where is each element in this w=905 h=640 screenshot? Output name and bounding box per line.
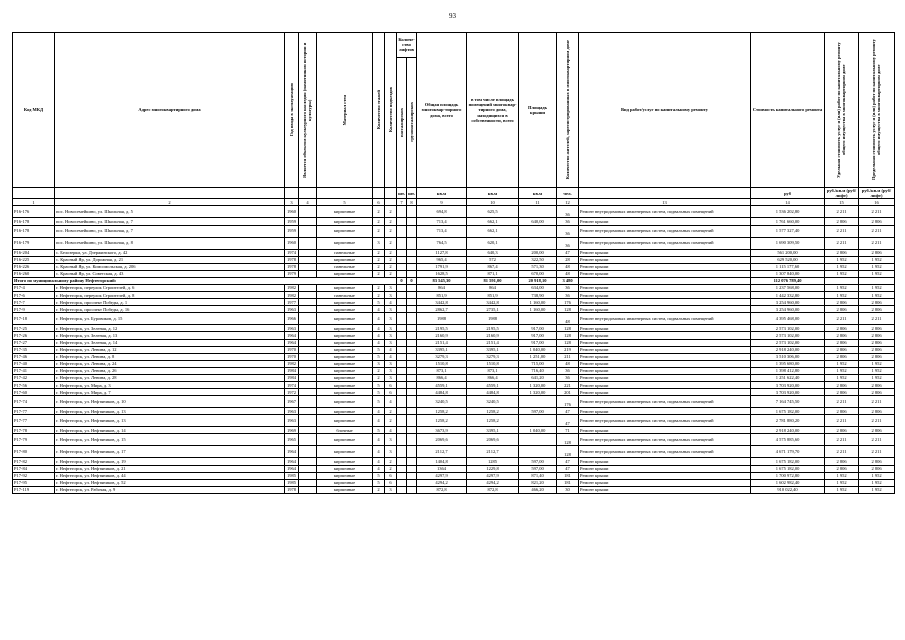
header-entrances: Количество подъездов — [385, 33, 397, 188]
header-address: Адрес многоквартирного дома — [55, 33, 285, 188]
table-row: Р17-40 г. Нефтегорск, ул. Ленина, д. 24 1982 кирпичные 3 3 1510,8 1510,8 715,00 48 Ремонт крыши 1 395 680,00 1 952 1 952 — [13, 360, 895, 367]
table-row: Р16-226 с. Красный Яр, ул. Комсомольская, д. 206 1978 панельные 2 2 1791,9 867,4 571,30 48 Ремонт крыши 1 115 177,60 1 952 1 952 — [13, 263, 895, 270]
header-unit-cost: Удельная стоимость услуг и (или) работ по капитальному ремонту общего имущества в многоквартирном доме — [825, 33, 859, 188]
table-row: Р16-179 пос. Новосемейкино, ул. Школьная, д. 8 1960 кирпичные 3 2 764,5 620,1 36 Ремонт внутридомовых инженерных систем, подвальных помещений 1 690 309,50 2 211 2 211 — [13, 237, 895, 249]
table-row: Р17-74 г. Нефтегорск, ул. Нефтяников, д. 10 1967 кирпичные 5 4 3240,5 3240,5 176 Ремонт внутридомовых инженерных систем, подвальных помещений 7 164 745,50 2 211 2 211 — [13, 396, 895, 408]
table-row: Р17-42 г. Нефтегорск, ул. Ленина, д. 28 1984 кирпичные 2 3 866,4 866,4 641,20 36 Ремонт крыши 1 251 622,40 1 952 1 952 — [13, 375, 895, 382]
table-row: Р17-119 г. Нефтегорск, ул. Рабочая, д. 9 1978 кирпичные 2 3 872,8 872,8 466,20 30 Ремонт крыши 910 022,40 1 952 1 952 — [13, 486, 895, 493]
table-row: Р17-60 г. Нефтегорск, ул. Мира, д. 7 1972 кирпичные 5 6 4484,8 4484,8 1 320,00 201 Ремонт крыши 3 703 920,00 2 806 2 806 — [13, 389, 895, 396]
table-row: Р17-77 г. Нефтегорск, ул. Нефтяников, д. 13 1963 кирпичные 4 2 1258,2 1258,2 597,00 47 Ремонт крыши 1 675 182,00 2 806 2 806 — [13, 408, 895, 415]
table-row: Р17-78 г. Нефтегорск, ул. Нефтяников, д. 14 1969 блочные 5 4 3673,9 3395,1 1 040,00 71 Ремонт крыши 2 918 240,00 2 806 2 806 — [13, 427, 895, 434]
header-lifts-cargo: грузопассажирских — [407, 57, 417, 187]
header-max-cost: Предельная стоимость услуг и (или) работ по капитальному ремонту общего имущества в многоквартирном доме — [859, 33, 895, 188]
table-row: Р17-41 г. Нефтегорск, ул. Ленина, д. 26 1984 кирпичные 2 3 873,1 873,1 716,40 36 Ремонт крыши 1 398 412,80 1 952 1 952 — [13, 367, 895, 374]
header-kod: Код МКД — [13, 33, 55, 188]
column-numbers-row: 1 2 3 4 5 6 7 8 9 10 11 12 13 14 15 16 — [13, 199, 895, 206]
table-row: Р16-225 с. Красный Яр, ул. Дорожная, д. 21 1978 кирпичные 2 2 965,4 572 322,50 28 Ремонт крыши 629 520,00 1 952 1 952 — [13, 256, 895, 263]
table-row: Р17-56 г. Нефтегорск, ул. Мира, д. 3 1974 кирпичные 5 6 4559,1 4559,1 1 320,00 221 Ремонт крыши 3 703 920,00 2 806 2 806 — [13, 382, 895, 389]
header-walls: Материал стен — [317, 33, 373, 188]
table-row: Р16-204 с. Белозерки, ул. Дзержинского, д. 42 1974 панельные 2 2 1127,8 640,3 200,00 47 Ремонт крыши 561 200,00 2 806 2 806 — [13, 249, 895, 256]
table-row: Р16-178 пос. Новосемейкино, ул. Школьная, д. 7 1959 кирпичные 2 2 713,4 662,1 36 Ремонт внутридомовых инженерных систем, подвальных помещений 1 577 327,40 2 211 2 211 — [13, 225, 895, 237]
table-row: Р17-25 г. Нефтегорск, ул. Зеленая, д. 12 1963 кирпичные 4 3 2195,5 2195,5 917,00 128 Ремонт крыши 2 573 102,00 2 806 2 806 — [13, 325, 895, 332]
table-header — [13, 33, 895, 206]
table-body — [13, 206, 895, 494]
header-roof-area: Площадь крыши — [519, 33, 557, 188]
header-cost: Стоимость капитального ремонта — [751, 33, 825, 188]
table-row: Р17-92 г. Нефтегорск, ул. Нефтяников, д. 44 1985 кирпичные 5 6 4297,9 4297,9 871,40 181 Ремонт крыши 1 700 972,80 1 952 1 952 — [13, 472, 895, 479]
header-heritage: Является объектом культурного наследия (памятником истории и культуры) — [299, 33, 317, 188]
header-floors: Количество этажей — [373, 33, 385, 188]
header-area-own: в том числе площадь помещений многоквар-тирного дома, находящихся в собственности, всего — [467, 33, 519, 188]
header-work-type: Вид работ/услуг по капитальному ремонту — [579, 33, 751, 188]
table-row: Р17-27 г. Нефтегорск, ул. Зеленая, д. 14 1964 кирпичные 4 3 2151,4 2151,4 917,00 128 Ремонт крыши 2 573 102,00 2 806 2 806 — [13, 339, 895, 346]
table-row: Р17-6 г. Нефтегорск, переулок Строителей, д. 8 1982 панельные 2 3 851,9 851,9 738,90 36 Ремонт крыши 1 442 332,80 1 952 1 952 — [13, 292, 895, 299]
capital-repair-table — [12, 32, 895, 494]
table-row: Р17-4 г. Нефтегорск, переулок Строителей, д. 6 1982 кирпичные 2 3 864 864 634,00 36 Ремонт крыши 1 237 568,00 1 952 1 952 — [13, 284, 895, 291]
units-row: шт. шт. кв.м кв.м кв.м чел. руб руб./кв.м (руб/лифт) руб./кв.м (руб/лифт) — [13, 188, 895, 199]
page-number: 93 — [449, 12, 456, 20]
table-row: Р16-260 с. Красный Яр, ул. Советская, д. 43 1979 кирпичные 2 2 1628,5 871,1 670,00 48 Ремонт крыши 1 307 840,00 1 952 1 952 — [13, 270, 895, 277]
header-residents: Количество жителей, зарегистрированных в многоквартирном доме — [557, 33, 579, 188]
total-row: Итого по муниципальному району Нефтегорский: 0 0 83 545,30 81 591,00 20 918,10 3 480 112 076 789,40 — [13, 277, 895, 284]
table-row: Р17-84 г. Нефтегорск, ул. Нефтяников, д. 21 1964 кирпичные 4 2 1364 1229,8 597,00 47 Ремонт крыши 1 675 182,00 2 806 2 806 — [13, 465, 895, 472]
table-row: Р16-178 пос. Новосемейкино, ул. Школьная, д. 7 1959 кирпичные 2 2 713,4 662,1 640,00 36 Ремонт крыши 1 761 660,00 2 806 2 806 — [13, 218, 895, 225]
table-row: Р17-35 г. Нефтегорск, ул. Ленина, д. 12 1970 кирпичные 5 4 3395,1 3395,1 1 040,00 219 Ремонт крыши 2 918 240,00 2 806 2 806 — [13, 346, 895, 353]
header-lifts-pass: пассажирских — [397, 57, 407, 187]
table-row: Р17-79 г. Нефтегорск, ул. Нефтяников, д. 15 1965 кирпичные 4 3 2069,6 2069,6 128 Ремонт внутридомовых инженерных систем, подвальных помещений 4 575 885,60 2 211 2 211 — [13, 434, 895, 446]
header-area-total: Общая площадь многоквар-тирного дома, всего — [417, 33, 467, 188]
table-row: Р17-26 г. Нефтегорск, ул. Зеленая, д. 13 1964 кирпичные 4 3 2160,9 2160,9 917,00 128 Ремонт крыши 2 573 102,00 2 806 2 806 — [13, 332, 895, 339]
table-row: Р17-82 г. Нефтегорск, ул. Нефтяников, д. 19 1964 кирпичные 4 2 1404,8 1285 597,00 47 Ремонт крыши 1 675 182,00 2 806 2 806 — [13, 458, 895, 465]
table-row: Р16-176 пос. Новосемейкино, ул. Школьная, д. 5 1960 кирпичные 2 2 694,8 625,5 36 Ремонт внутридомовых инженерных систем, подвальных помещений 1 536 202,80 2 211 2 211 — [13, 206, 895, 218]
table-row: Р17-7 г. Нефтегорск, проспект Победы, д. 1 1977 кирпичные 5 4 3442,8 3442,8 1 160,00 176 Ремонт крыши 3 254 960,00 2 806 2 806 — [13, 299, 895, 306]
table-row: Р17-46 г. Нефтегорск, ул. Ленина, д. 8 1970 кирпичные 5 4 3279,3 3279,3 1 251,00 211 Ремонт крыши 3 510 306,00 2 806 2 806 — [13, 353, 895, 360]
table-row: Р17-77 г. Нефтегорск, ул. Нефтяников, д. 13 1963 кирпичные 4 2 1258,2 1258,2 47 Ремонт внутридомовых инженерных систем, подвальных помещений 2 781 880,20 2 211 2 211 — [13, 415, 895, 427]
table-row: Р17-18 г. Нефтегорск, ул. Буровиков, д. 15 1966 кирпичные 4 3 1988 1988 48 Ремонт внутридомовых инженерных систем, подвальных помещений 4 395 468,00 2 211 2 211 — [13, 313, 895, 325]
header-year: Год ввода в эксплуатацию — [285, 33, 299, 188]
table-row: Р17-9 г. Нефтегорск, проспект Победы, д. 16 1963 кирпичные 4 3 2862,7 2735,1 1 160,00 128 Ремонт крыши 3 254 960,00 2 806 2 806 — [13, 306, 895, 313]
table-row: Р17-95 г. Нефтегорск, ул. Нефтяников, д. 52 1985 кирпичные 5 6 4294,2 4294,2 821,20 181 Ремонт крыши 1 602 982,40 1 952 1 952 — [13, 479, 895, 486]
header-lifts: Количе-ство лифтов — [397, 33, 417, 58]
table-row: Р17-80 г. Нефтегорск, ул. Нефтяников, д. 17 1964 кирпичные 4 3 2112,7 2112,7 128 Ремонт внутридомовых инженерных систем, подвальных помещений 4 671 179,70 2 211 2 211 — [13, 446, 895, 458]
